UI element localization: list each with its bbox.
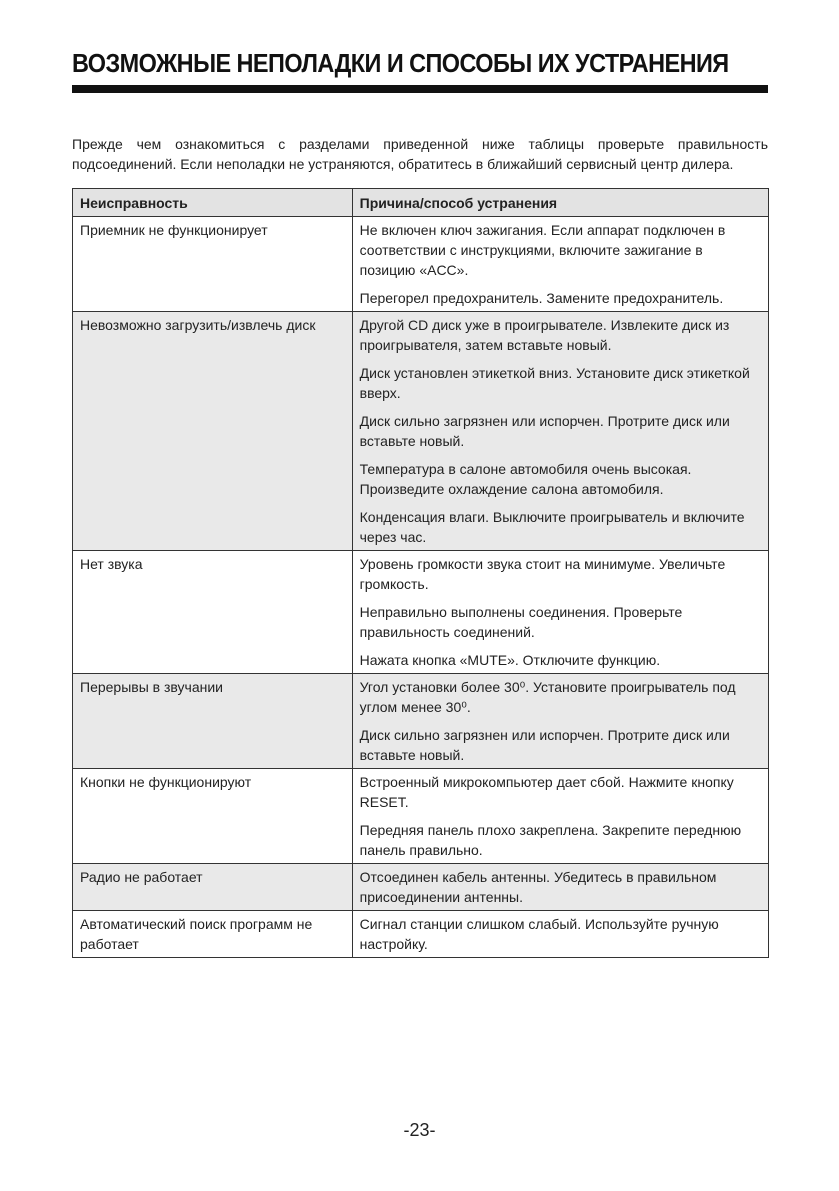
remedy-text: Диск сильно загрязнен или испорчен. Протрите диск или вставьте новый. (359, 413, 730, 449)
table-row (73, 769, 769, 864)
table-row (73, 217, 769, 312)
table-row (73, 911, 769, 958)
problem-cell: Автоматический поиск программ не работает (73, 911, 353, 958)
remedy-text: Нажата кнопка «MUTE». Отключите функцию. (359, 652, 661, 668)
remedy-text: Угол установки более 30⁰. Установите проигрыватель под углом менее 30⁰. (359, 679, 736, 715)
remedy-text: Перегорел предохранитель. Замените предохранитель. (359, 290, 724, 306)
remedy-cell (352, 217, 768, 312)
table-row (73, 864, 769, 911)
remedy-text: Диск сильно загрязнен или испорчен. Протрите диск или вставьте новый. (359, 727, 730, 763)
remedy-text: Неправильно выполнены соединения. Проверьте правильность соединений. (359, 604, 683, 640)
remedy-text: Температура в салоне автомобиля очень высокая. Произведите охлаждение салона автомобиля. (359, 461, 692, 497)
remedy-cell (352, 551, 768, 674)
remedy-text: Сигнал станции слишком слабый. Используйте ручную настройку. (359, 916, 719, 952)
remedy-text: Передняя панель плохо закреплена. Закрепите переднюю панель правильно. (359, 822, 742, 858)
table-row (73, 551, 769, 674)
remedy-cell (352, 674, 768, 769)
table-row (73, 312, 769, 551)
remedy-cell (352, 312, 768, 551)
problem-cell: Невозможно загрузить/извлечь диск (73, 312, 353, 551)
problem-cell: Нет звука (73, 551, 353, 674)
page-title: ВОЗМОЖНЫЕ НЕПОЛАДКИ И СПОСОБЫ ИХ УСТРАНЕНИЯ (72, 50, 729, 78)
problem-cell: Приемник не функционирует (73, 217, 353, 312)
remedy-text: Конденсация влаги. Выключите проигрыватель и включите через час. (359, 509, 745, 545)
remedy-text: Не включен ключ зажигания. Если аппарат подключен в соответствии с инструкциями, включите зажигание в позицию «ACC». (359, 222, 726, 278)
column-header-remedy: Причина/способ устранения (352, 189, 768, 217)
problem-cell: Радио не работает (73, 864, 353, 911)
troubleshooting-table (72, 188, 769, 958)
remedy-text: Диск установлен этикеткой вниз. Установите диск этикеткой вверх. (359, 365, 750, 401)
remedy-cell (352, 864, 768, 911)
remedy-cell (352, 911, 768, 958)
remedy-text: Уровень громкости звука стоит на минимуме. Увеличьте громкость. (359, 556, 726, 592)
remedy-text: Отсоединен кабель антенны. Убедитесь в правильном присоединении антенны. (359, 869, 717, 905)
table-row (73, 674, 769, 769)
intro-paragraph: Прежде чем ознакомиться с разделами приведенной ниже таблицы проверьте правильность подсоединений. Если неполадки не устраняются, обратитесь в ближайший сервисный центр дилера. (72, 136, 768, 172)
column-header-problem: Неисправность (73, 189, 353, 217)
remedy-cell (352, 769, 768, 864)
page-number: -23- (403, 1120, 436, 1140)
problem-cell: Перерывы в звучании (73, 674, 353, 769)
remedy-text: Встроенный микрокомпьютер дает сбой. Нажмите кнопку RESET. (359, 774, 734, 810)
title-rule (72, 85, 768, 93)
remedy-text: Другой CD диск уже в проигрывателе. Извлеките диск из проигрывателя, затем вставьте новый. (359, 317, 730, 353)
table-header-row (73, 189, 769, 217)
problem-cell: Кнопки не функционируют (73, 769, 353, 864)
